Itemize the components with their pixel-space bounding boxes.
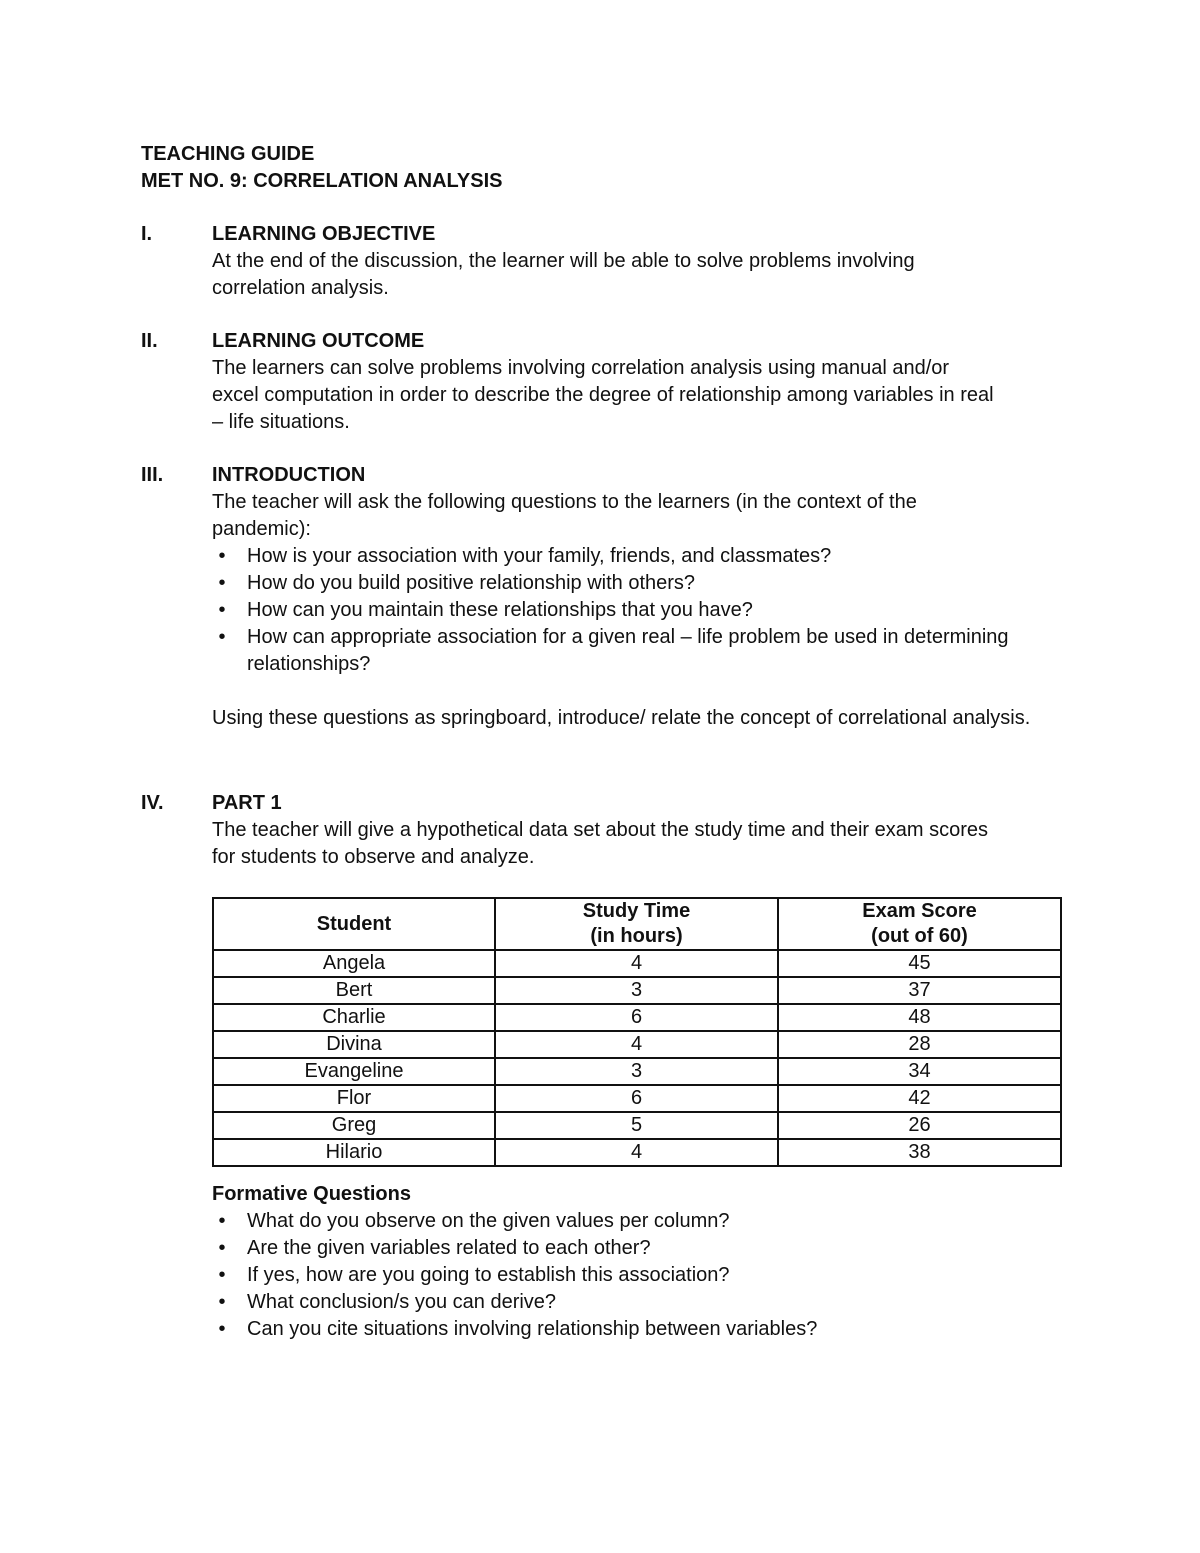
- document-subtitle: MET NO. 9: CORRELATION ANALYSIS: [141, 170, 503, 192]
- list-item: [212, 597, 1060, 624]
- list-item: [212, 624, 1060, 678]
- cell-study-time: 6: [495, 1085, 778, 1112]
- section-heading: LEARNING OUTCOME: [212, 330, 425, 352]
- header-line: Exam Score: [862, 900, 977, 922]
- list-item-text: Are the given variables related to each other?: [247, 1237, 651, 1259]
- list-item: [212, 1316, 1060, 1343]
- section-number: III.: [141, 464, 164, 486]
- formative-questions: [212, 1181, 1060, 1343]
- intro-question-list: [212, 543, 1060, 678]
- bullet-icon: •: [218, 1210, 226, 1232]
- cell-exam-score: 28: [778, 1031, 1061, 1058]
- cell-study-time: 4: [495, 950, 778, 977]
- cell-student: Flor: [213, 1085, 495, 1112]
- paragraph-line: excel computation in order to describe the degree of relationship among variables in real: [212, 384, 994, 406]
- table-row: [213, 950, 1061, 977]
- bullet-icon: •: [218, 545, 226, 567]
- column-header-study-time: [495, 898, 778, 950]
- section-number: I.: [141, 223, 153, 245]
- section-number: IV.: [141, 792, 164, 814]
- cell-study-time: 3: [495, 977, 778, 1004]
- cell-study-time: 4: [495, 1139, 778, 1166]
- cell-exam-score: 48: [778, 1004, 1061, 1031]
- cell-exam-score: 45: [778, 950, 1061, 977]
- table-row: [213, 1139, 1061, 1166]
- table-row: [213, 1031, 1061, 1058]
- cell-student: Evangeline: [213, 1058, 495, 1085]
- paragraph-line: for students to observe and analyze.: [212, 846, 535, 868]
- list-item-text: How can you maintain these relationships that you have?: [247, 599, 753, 621]
- study-time-exam-score-table: [212, 897, 1062, 1167]
- list-item-text: Can you cite situations involving relationship between variables?: [247, 1318, 818, 1340]
- table-row: [213, 1085, 1061, 1112]
- list-item: [212, 1262, 1060, 1289]
- cell-student: Hilario: [213, 1139, 495, 1166]
- section-heading: PART 1: [212, 792, 282, 814]
- paragraph-line: The learners can solve problems involving correlation analysis using manual and/or: [212, 357, 950, 379]
- cell-exam-score: 38: [778, 1139, 1061, 1166]
- cell-student: Greg: [213, 1112, 495, 1139]
- bullet-icon: •: [218, 1264, 226, 1286]
- bullet-icon: •: [218, 1291, 226, 1313]
- header-line: (out of 60): [871, 925, 968, 947]
- paragraph-line: – life situations.: [212, 411, 350, 433]
- cell-study-time: 3: [495, 1058, 778, 1085]
- bullet-icon: •: [218, 1318, 226, 1340]
- table-row: [213, 977, 1061, 1004]
- formative-question-list: [212, 1208, 1060, 1343]
- cell-exam-score: 34: [778, 1058, 1061, 1085]
- section-heading: INTRODUCTION: [212, 464, 366, 486]
- list-item: [212, 543, 1060, 570]
- data-table-container: [212, 897, 1060, 1167]
- list-item-text: How can appropriate association for a given real – life problem be used in determining relationships?: [247, 626, 1009, 675]
- list-item-text: If yes, how are you going to establish this association?: [247, 1264, 730, 1286]
- table-row: [213, 1112, 1061, 1139]
- bullet-icon: •: [218, 572, 226, 594]
- section-heading: LEARNING OBJECTIVE: [212, 223, 436, 245]
- list-item-text: How is your association with your family, friends, and classmates?: [247, 545, 832, 567]
- list-item: [212, 1208, 1060, 1235]
- cell-student: Divina: [213, 1031, 495, 1058]
- cell-study-time: 6: [495, 1004, 778, 1031]
- intro-closing-paragraph: Using these questions as springboard, introduce/ relate the concept of correlational analysis.: [212, 707, 1031, 729]
- header-line: (in hours): [590, 925, 683, 947]
- document-title: TEACHING GUIDE: [141, 143, 315, 165]
- list-item: [212, 1289, 1060, 1316]
- table-row: [213, 1004, 1061, 1031]
- cell-exam-score: 37: [778, 977, 1061, 1004]
- cell-study-time: 5: [495, 1112, 778, 1139]
- list-item-text: What conclusion/s you can derive?: [247, 1291, 557, 1313]
- cell-student: Bert: [213, 977, 495, 1004]
- cell-student: Angela: [213, 950, 495, 977]
- paragraph-line: The teacher will give a hypothetical data set about the study time and their exam scores: [212, 819, 988, 841]
- column-header-student: [213, 898, 495, 950]
- bullet-icon: •: [218, 626, 226, 648]
- cell-student: Charlie: [213, 1004, 495, 1031]
- paragraph-line: At the end of the discussion, the learner will be able to solve problems involving: [212, 250, 915, 272]
- list-item: [212, 570, 1060, 597]
- cell-study-time: 4: [495, 1031, 778, 1058]
- table-row: [213, 1058, 1061, 1085]
- bullet-icon: •: [218, 1237, 226, 1259]
- list-item-text: How do you build positive relationship with others?: [247, 572, 696, 594]
- header-line: Student: [316, 912, 392, 935]
- list-item-text: What do you observe on the given values per column?: [247, 1210, 730, 1232]
- table-header-row: [213, 898, 1061, 950]
- column-header-exam-score: [778, 898, 1061, 950]
- cell-exam-score: 26: [778, 1112, 1061, 1139]
- cell-exam-score: 42: [778, 1085, 1061, 1112]
- header-line: Study Time: [582, 900, 691, 922]
- section-number: II.: [141, 330, 158, 352]
- formative-questions-title: Formative Questions: [212, 1183, 411, 1205]
- paragraph-line: The teacher will ask the following questions to the learners (in the context of the: [212, 491, 917, 513]
- list-item: [212, 1235, 1060, 1262]
- bullet-icon: •: [218, 599, 226, 621]
- paragraph-line: correlation analysis.: [212, 277, 389, 299]
- paragraph-line: pandemic):: [212, 518, 311, 540]
